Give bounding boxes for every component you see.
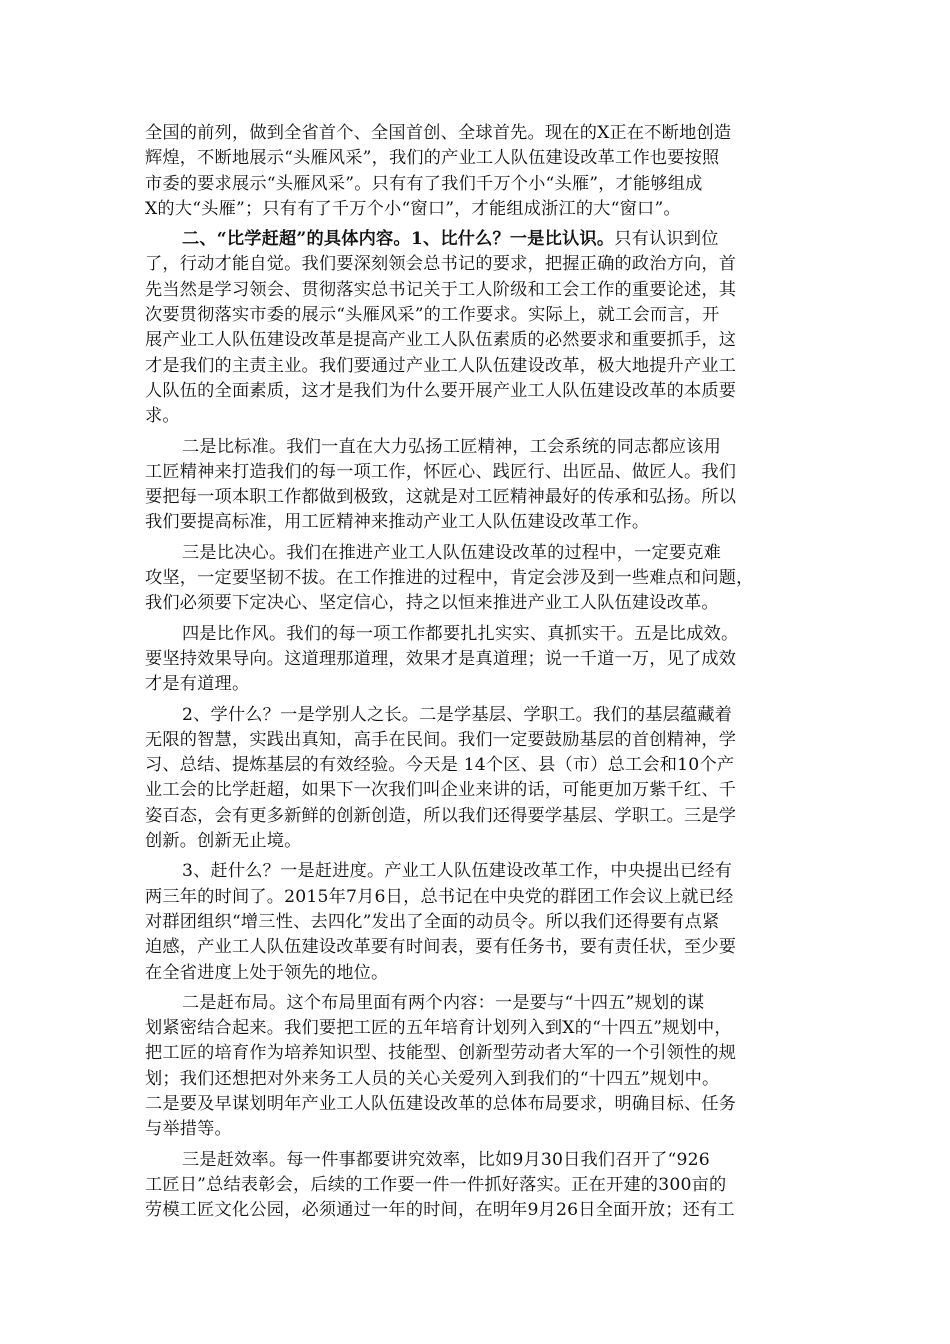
text-line: 了，行动才能自觉。我们要深刻领会总书记的要求，把握正确的政治方向，首 bbox=[145, 254, 737, 275]
text-line: 先当然是学习领会、贯彻落实总书记关于工人阶级和工会工作的重要论述，其 bbox=[145, 279, 737, 300]
paragraph bbox=[145, 121, 809, 222]
text-line: 工匠日”总结表彰会，后续的工作要一件一件抓好落实。正在开建的300亩的 bbox=[145, 1174, 727, 1195]
paragraph bbox=[145, 622, 809, 698]
text-line: 我们要提高标准，用工匠精神来推动产业工人队伍建设改革工作。 bbox=[145, 512, 650, 533]
text-line: 才是我们的主责主业。我们要通过产业工人队伍建设改革，极大地提升产业工 bbox=[145, 355, 737, 376]
text-line: 我们必须要下定决心、坚定信心，持之以恒来推进产业工人队伍建设改革。 bbox=[145, 593, 719, 614]
paragraph bbox=[145, 703, 809, 855]
text-line bbox=[145, 227, 809, 252]
text-line: 劳模工匠文化公园，必须通过一年的时间，在明年9月26日全面开放；还有工 bbox=[145, 1200, 735, 1221]
text-line: 对群团组织“增三性、去四化”发出了全面的动员令。所以我们还得要有点紧 bbox=[145, 911, 720, 932]
text-line: 市委的要求展示“头雁风采”。只有有了我们千万个小“头雁”，才能够组成 bbox=[145, 173, 703, 194]
paragraph bbox=[145, 991, 809, 1143]
text-line: 工匠精神来打造我们的每一项工作，怀匠心、践匠行、出匠品、做匠人。我们 bbox=[145, 461, 737, 482]
text-line: 无限的智慧，实践出真知，高手在民间。我们一定要鼓励基层的首创精神，学 bbox=[145, 729, 737, 750]
text-line: 创新。创新无止境。 bbox=[145, 831, 302, 852]
text-line: 两三年的时间了。2015年7月6日，总书记在中央党的群团工作会议上就已经 bbox=[145, 886, 734, 907]
text-line: 3、赶什么？一是赶进度。产业工人队伍建设改革工作，中央提出已经有 bbox=[182, 861, 733, 882]
text-line: 人队伍的全面素质，这才是我们为什么要开展产业工人队伍建设改革的本质要 bbox=[145, 380, 737, 401]
text-line: 攻坚，一定要坚韧不拔。在工作推进的过程中，肯定会涉及到一些难点和问题， bbox=[145, 568, 754, 589]
text-line: 姿百态，会有更多新鲜的创新创造，所以我们还得要学基层、学职工。三是学 bbox=[145, 805, 737, 826]
text-line: 三是比决心。我们在推进产业工人队伍建设改革的过程中，一定要克难 bbox=[182, 542, 722, 563]
text-line: 业工会的比学赶超，如果下一次我们叫企业来讲的话，可能更加万紫千红、千 bbox=[145, 780, 737, 801]
section-heading: 二、“比学赶超”的具体内容。1、比什么？一是比认识。 bbox=[182, 229, 615, 250]
text-run: 只有认识到位 bbox=[614, 229, 719, 250]
text-line: 二是要及早谋划明年产业工人队伍建设改革的总体布局要求，明确目标、任务 bbox=[145, 1093, 737, 1114]
text-line: 三是赶效率。每一件事都要讲究效率，比如9月30日我们召开了“926 bbox=[182, 1149, 710, 1170]
paragraph bbox=[145, 541, 809, 617]
document-body bbox=[145, 121, 809, 1223]
text-line: 与举措等。 bbox=[145, 1119, 232, 1140]
text-line: 要坚持效果导向。这道理那道理，效果才是真道理；说一千道一万，见了成效 bbox=[145, 648, 737, 669]
text-line: 辉煌，不断地展示“头雁风采”，我们的产业工人队伍建设改革工作也要按照 bbox=[145, 148, 720, 169]
text-line: 要把每一项本职工作都做到极致，这就是对工匠精神最好的传承和弘扬。所以 bbox=[145, 487, 737, 508]
text-line: 次要贯彻落实市委的展示“头雁风采”的工作要求。实际上，就工会而言，开 bbox=[145, 305, 720, 326]
text-line: 才是有道理。 bbox=[145, 674, 250, 695]
paragraph bbox=[145, 859, 809, 985]
text-line: 划；我们还想把对外来务工人员的关心关爱列入到我们的“十四五”规划中。 bbox=[145, 1068, 720, 1089]
text-line: 习、总结、提炼基层的有效经验。今天是 14个区、县（市）总工会和10个产 bbox=[145, 755, 735, 776]
text-line: 全国的前列，做到全省首个、全国首创、全球首先。现在的X正在不断地创造 bbox=[145, 123, 732, 143]
text-line: X的大“头雁”；只有有了千万个小“窗口”，才能组成浙江的大“窗口”。 bbox=[145, 198, 681, 219]
text-line: 把工匠的培育作为培养知识型、技能型、创新型劳动者大军的一个引领性的规 bbox=[145, 1043, 737, 1064]
text-line: 二是赶布局。这个布局里面有两个内容：一是要与“十四五”规划的谋 bbox=[182, 992, 705, 1013]
paragraph bbox=[145, 435, 809, 536]
text-line: 四是比作风。我们的每一项工作都要扎扎实实、真抓实干。五是比成效。 bbox=[182, 623, 739, 644]
text-line: 展产业工人队伍建设改革是提高产业工人队伍素质的必然要求和重要抓手，这 bbox=[145, 330, 737, 351]
text-line: 2、学什么？一是学别人之长。二是学基层、学职工。我们的基层蕴藏着 bbox=[182, 704, 733, 725]
paragraph-section-heading bbox=[145, 227, 809, 429]
paragraph bbox=[145, 1148, 809, 1224]
text-line: 划紧密结合起来。我们要把工匠的五年培育计划列入到X的“十四五”规划中， bbox=[145, 1018, 732, 1039]
text-line: 二是比标准。我们一直在大力弘扬工匠精神，工会系统的同志都应该用 bbox=[182, 436, 722, 457]
text-line: 迫感，产业工人队伍建设改革要有时间表，要有任务书，要有责任状，至少要 bbox=[145, 937, 737, 958]
text-line: 在全省进度上处于领先的地位。 bbox=[145, 962, 389, 983]
text-line: 求。 bbox=[145, 406, 180, 427]
